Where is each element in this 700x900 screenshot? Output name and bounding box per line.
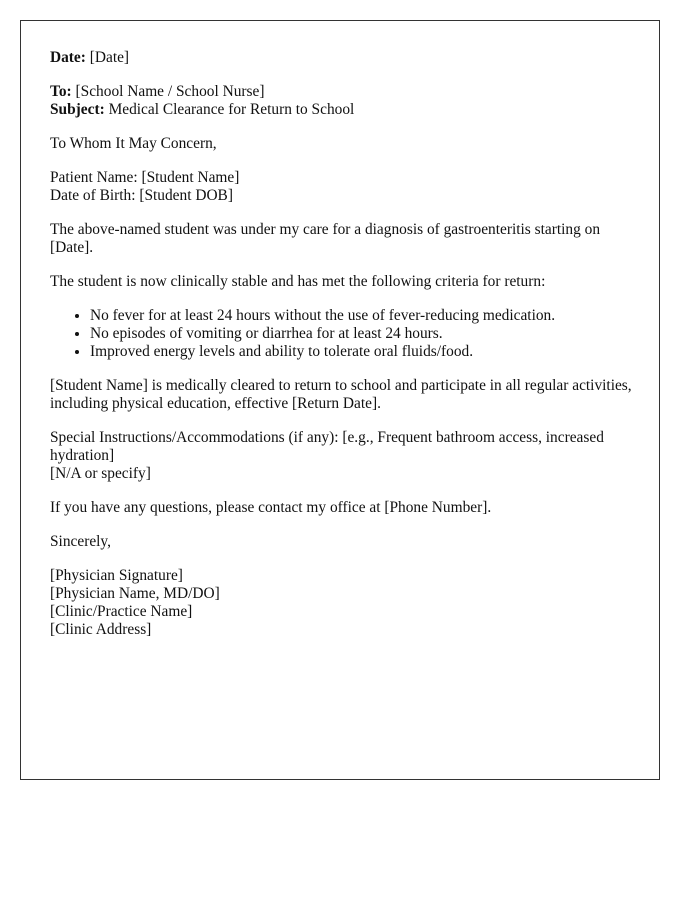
patient-info <box>50 169 640 205</box>
letter-content <box>50 49 640 655</box>
patient-name: Patient Name: [Student Name] <box>50 169 240 186</box>
special-instructions: Special Instructions/Accommodations (if any): [e.g., Frequent bathroom access, increased hydration] <box>50 429 604 464</box>
special-instructions-block <box>50 429 640 483</box>
physician-signature: [Physician Signature] <box>50 567 183 584</box>
header-block <box>50 83 640 119</box>
closing: Sincerely, <box>50 533 111 550</box>
criteria-list <box>50 307 640 361</box>
date-label: Date: <box>50 49 86 66</box>
clinic-name: [Clinic/Practice Name] <box>50 603 193 620</box>
special-instructions-value: [N/A or specify] <box>50 465 151 482</box>
physician-name: [Physician Name, MD/DO] <box>50 585 220 602</box>
contact-paragraph: If you have any questions, please contact my office at [Phone Number]. <box>50 499 492 516</box>
criteria-item: • No fever for at least 24 hours without the use of fever-reducing medication. <box>90 307 640 325</box>
subject-label: Subject: <box>50 101 105 118</box>
clearance-paragraph: [Student Name] is medically cleared to return to school and participate in all regular activities, including physical education, effective [Return Date]. <box>50 377 632 412</box>
criteria-intro: The student is now clinically stable and has met the following criteria for return: <box>50 273 546 290</box>
criteria-item: • Improved energy levels and ability to tolerate oral fluids/food. <box>90 343 640 361</box>
to-label: To: <box>50 83 72 100</box>
criteria-item: • No episodes of vomiting or diarrhea for at least 24 hours. <box>90 325 640 343</box>
letter-page <box>20 20 660 780</box>
to-line <box>50 83 640 101</box>
clinic-address: [Clinic Address] <box>50 621 152 638</box>
subject-line <box>50 101 640 119</box>
diagnosis-paragraph: The above-named student was under my care for a diagnosis of gastroenteritis starting on [Date]. <box>50 221 601 256</box>
signature-block <box>50 567 640 639</box>
date-value: [Date] <box>85 49 130 66</box>
date-of-birth: Date of Birth: [Student DOB] <box>50 187 233 204</box>
to-value: [School Name / School Nurse] <box>71 83 265 100</box>
date-line <box>50 49 640 67</box>
subject-value: Medical Clearance for Return to School <box>104 101 355 118</box>
salutation: To Whom It May Concern, <box>50 135 217 152</box>
